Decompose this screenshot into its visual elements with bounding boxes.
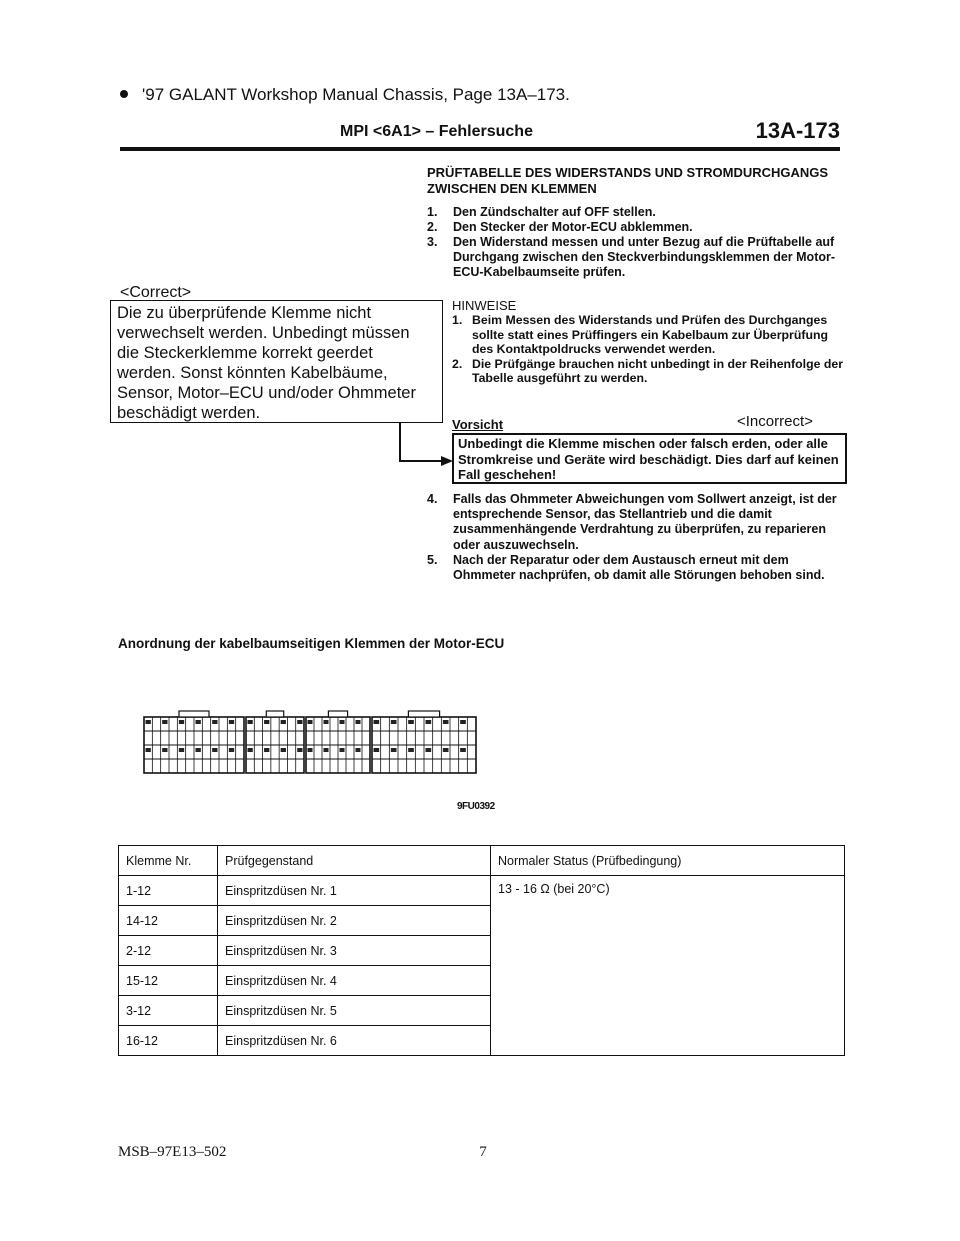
note-2: 2. Die Prüfgänge brauchen nicht unbedingt in der Reihenfolge der Tabelle ausgeführt zu werden.: [452, 356, 843, 386]
correct-note-box: Die zu überprüfende Klemme nicht verwechselt werden. Unbedingt müssen die Steckerklemme korrekt geerdet werden. Sonst könnten Kabelbäume, Sensor, Motor–ECU und/oder Ohmmeter beschädigt werden.: [110, 300, 443, 423]
header-terminal: Klemme Nr.: [119, 846, 218, 876]
section-title: PRÜFTABELLE DES WIDERSTANDS UND STROMDURCHGANGS ZWISCHEN DEN KLEMMEN: [427, 165, 829, 196]
ecu-connector-diagram: [140, 705, 480, 779]
test-table: [118, 845, 845, 1056]
page-title: MPI <6A1> – Fehlersuche: [340, 123, 533, 140]
diagram-caption: Anordnung der kabelbaumseitigen Klemmen der Motor-ECU: [118, 636, 505, 651]
terminal-cell: 15-12: [119, 966, 218, 996]
connector-block: [372, 711, 476, 773]
page-code: 13A-173: [755, 118, 840, 143]
procedure-steps-continued: [427, 492, 847, 583]
note-1: 1. Beim Messen des Widerstands und Prüfen des Durchganges sollte statt eines Prüffingers ein Kabelbaum zur Überprüfung des Kontaktpoldrucks verwendet werden.: [452, 313, 828, 357]
item-cell: Einspritzdüsen Nr. 4: [218, 966, 491, 996]
item-cell: Einspritzdüsen Nr. 5: [218, 996, 491, 1026]
connector-block: [144, 711, 244, 773]
notes-heading: HINWEISE: [452, 298, 517, 313]
caution-box: Unbedingt die Klemme mischen oder falsch erden, oder alle Stromkreise und Geräte wird beschädigt. Dies darf auf keinen Fall geschehen!: [452, 433, 847, 484]
connector-blocks: [144, 711, 476, 773]
item-cell: Einspritzdüsen Nr. 2: [218, 906, 491, 936]
figure-code: 9FU0392: [457, 801, 495, 812]
header-rule: [120, 147, 840, 151]
terminal-cell: 2-12: [119, 936, 218, 966]
item-cell: Einspritzdüsen Nr. 3: [218, 936, 491, 966]
notes-list: [452, 313, 847, 386]
terminal-cell: 1-12: [119, 876, 218, 906]
normal-status-cell: 13 - 16 Ω (bei 20°C): [491, 876, 845, 1056]
connector-arrow-icon: [397, 423, 457, 473]
step-2: 2. Den Stecker der Motor-ECU abklemmen.: [427, 220, 693, 234]
terminal-cell: 16-12: [119, 1026, 218, 1056]
step-3: 3. Den Widerstand messen und unter Bezug auf die Prüftabelle auf Durchgang zwischen den Steckverbindungsklemmen der Motor-ECU-Kabelbaumseite prüfen.: [427, 235, 836, 279]
header-item: Prüfgegenstand: [218, 846, 491, 876]
step-1: 1. Den Zündschalter auf OFF stellen.: [427, 205, 656, 219]
footer-document-code: MSB–97E13–502: [118, 1144, 227, 1160]
manual-reference-note: [120, 85, 570, 105]
step-4: 4. Falls das Ohmmeter Abweichungen vom Sollwert anzeigt, ist der entsprechende Sensor, das Stellantrieb und die damit zusammenhängende Verdrahtung zu überprüfen, zu reparieren oder auszuwechseln.: [427, 492, 837, 552]
bullet-icon: [120, 90, 128, 98]
manual-reference-text: '97 GALANT Workshop Manual Chassis, Page 13A–173.: [142, 85, 570, 104]
terminal-cell: 14-12: [119, 906, 218, 936]
correct-label: <Correct>: [120, 284, 192, 301]
header-status: Normaler Status (Prüfbedingung): [491, 846, 845, 876]
item-cell: Einspritzdüsen Nr. 1: [218, 876, 491, 906]
procedure-steps: [427, 205, 847, 280]
connector-block: [306, 711, 370, 773]
table-row: [119, 876, 845, 906]
incorrect-label: <Incorrect>: [737, 413, 813, 430]
caution-heading: Vorsicht: [452, 417, 504, 432]
step-5: 5. Nach der Reparatur oder dem Austausch erneut mit dem Ohmmeter nachprüfen, ob damit alle Störungen behoben sind.: [427, 552, 825, 583]
table-header-row: [119, 846, 845, 876]
terminal-cell: 3-12: [119, 996, 218, 1026]
footer-page-number: 7: [479, 1144, 487, 1160]
connector-block: [246, 711, 304, 773]
item-cell: Einspritzdüsen Nr. 6: [218, 1026, 491, 1056]
